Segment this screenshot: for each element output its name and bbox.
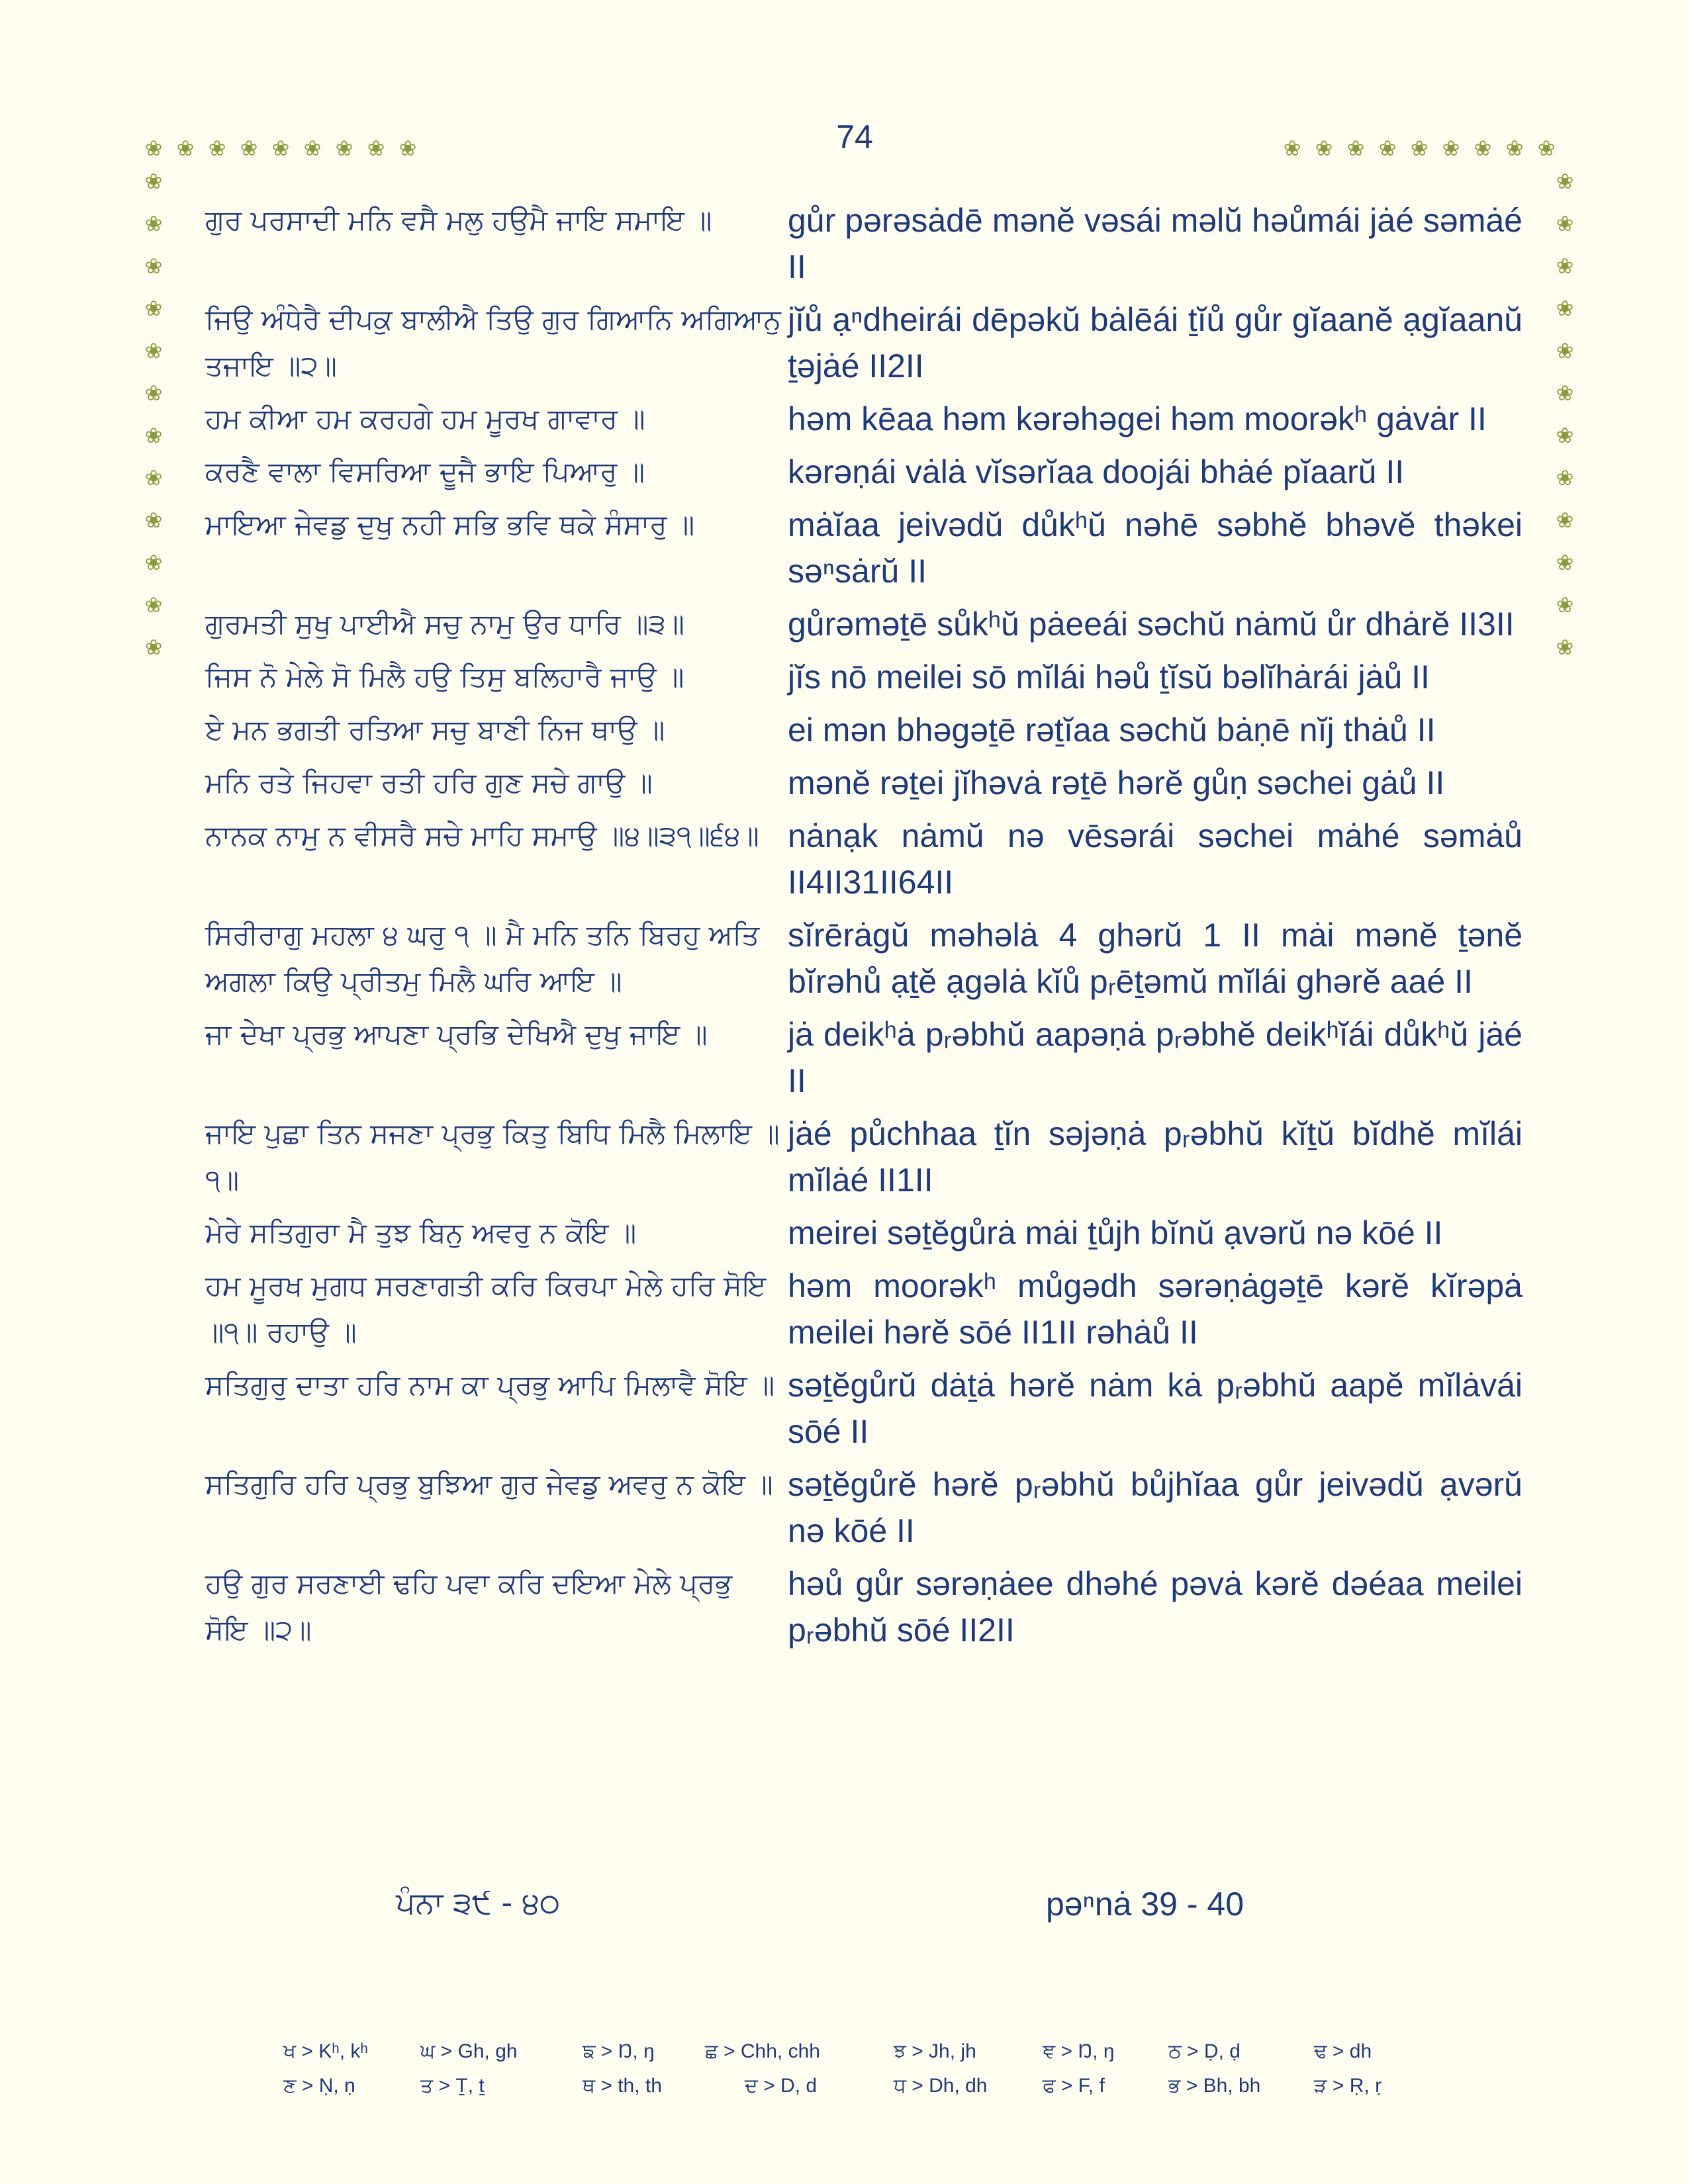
verse-row <box>205 1263 1523 1355</box>
transliteration-line: meirei səṯĕgůrȧ mȧi ṯůjh bĭnŭ ạvərŭ nə kōé II <box>788 1214 1443 1251</box>
flower-ornament-icon: ❀ <box>1537 136 1556 161</box>
flower-ornament-icon: ❀ <box>1283 136 1301 161</box>
flower-ornament-icon: ❀ <box>144 338 163 363</box>
verse-row <box>205 1561 1523 1653</box>
flower-ornament-icon: ❀ <box>1556 296 1574 321</box>
flower-ornament-icon: ❀ <box>240 136 258 161</box>
flower-ornament-icon: ❀ <box>1556 592 1574 617</box>
transliteration-line: həů gůr sərəṇȧee dhəhé pəvȧ kərĕ dəéaa meilei pᵣəbhŭ sōé II2II <box>788 1565 1523 1649</box>
key-item: ਧ > Dh, dh <box>894 2075 988 2097</box>
gurmukhi-line: ਏ ਮਨ ਭਗਤੀ ਰਤਿਆ ਸਚੁ ਬਾਣੀ ਨਿਜ ਥਾਉ ॥ <box>205 713 665 746</box>
verse-row <box>205 813 1523 905</box>
flower-ornament-icon: ❀ <box>144 465 163 490</box>
gurmukhi-line: ਸਤਿਗੁਰਿ ਹਰਿ ਪ੍ਰਭੁ ਬੁਝਿਆ ਗੁਰ ਜੇਵਡੁ ਅਵਰੁ ਨ ਕੋਇ ॥ <box>205 1468 773 1500</box>
page-reference-transliteration: pəⁿnȧ 39 - 40 <box>1046 1886 1244 1923</box>
transliteration-line: mȧĭaa jeivədŭ důkʰŭ nəhē səbhĕ bhəvĕ thəkei səⁿsȧrŭ II <box>788 506 1523 590</box>
flower-ornament-icon: ❀ <box>1378 136 1397 161</box>
key-item: ਖ > Kʰ, kʰ <box>283 2040 368 2062</box>
flower-ornament-icon: ❀ <box>1556 508 1574 533</box>
flower-ornament-icon: ❀ <box>1442 136 1460 161</box>
flower-ornament-icon: ❀ <box>144 136 163 161</box>
flower-ornament-icon: ❀ <box>144 508 163 533</box>
key-item: ਢ > dh <box>1314 2040 1372 2062</box>
gurmukhi-line: ਹਮ ਮੂਰਖ ਮੁਗਧ ਸਰਣਾਗਤੀ ਕਰਿ ਕਿਰਪਾ ਮੇਲੇ ਹਰਿ ਸੋਇ ॥੧॥ ਰਹਾਉ ॥ <box>205 1269 767 1348</box>
gurmukhi-line: ਗੁਰ ਪਰਸਾਦੀ ਮਨਿ ਵਸੈ ਮਲੁ ਹਉਮੈ ਜਾਇ ਸਮਾਇ ॥ <box>205 204 712 236</box>
transliteration-line: sĭrērȧgŭ məhəlȧ 4 ghərŭ 1 II mȧi mənĕ ṯənĕ bĭrəhů ạṯĕ ạgəlȧ kĭů pᵣēṯəmŭ mĭlái ghərĕ aaé II <box>788 917 1523 1000</box>
flower-ornament-icon: ❀ <box>144 381 163 406</box>
verse-row <box>205 912 1523 1005</box>
flower-ornament-icon: ❀ <box>144 169 163 194</box>
flower-ornament-icon: ❀ <box>144 423 163 448</box>
gurmukhi-line: ਮਨਿ ਰਤੇ ਜਿਹਵਾ ਰਤੀ ਹਰਿ ਗੁਣ ਸਚੇ ਗਾਉ ॥ <box>205 766 653 799</box>
transliteration-line: jȧ deikʰȧ pᵣəbhŭ aapəṇȧ pᵣəbhĕ deikʰĭái důkʰŭ jȧé II <box>788 1016 1523 1099</box>
verse-table <box>205 197 1523 1660</box>
flower-ornament-icon: ❀ <box>1556 338 1574 363</box>
verse-row <box>205 1111 1523 1203</box>
key-item: ਥ > th, th <box>583 2075 662 2097</box>
gurmukhi-line: ਜਿਉ ਅੰਧੇਰੈ ਦੀਪਕੁ ਬਾਲੀਐ ਤਿਉ ਗੁਰ ਗਿਆਨਿ ਅਗਿਆਨੁ ਤਜਾਇ ॥੨॥ <box>205 303 781 382</box>
verse-row <box>205 1011 1523 1104</box>
transliteration-line: ei mən bhəgəṯē rəṯĭaa səchŭ bȧṇē nĭj thȧů II <box>788 711 1436 749</box>
transliteration-line: həm moorəkʰ můgədh sərəṇȧgəṯē kərĕ kĭrəpȧ meilei hərĕ sōé II1II rəhȧů II <box>788 1267 1523 1351</box>
transliteration-line: həm kēaa həm kərəhəgei həm moorəkʰ gȧvȧr II <box>788 400 1487 437</box>
flower-ornament-icon: ❀ <box>399 136 417 161</box>
transliteration-line: jĭů ạⁿdheirái dēpəkŭ bȧlēái ṯĭů gůr gĭaanĕ ạgĭaanŭ ṯəjȧé II2II <box>788 301 1523 385</box>
key-item: ੜ > Ṛ, ṛ <box>1314 2075 1382 2097</box>
flower-ornament-icon: ❀ <box>367 136 385 161</box>
flower-ornament-icon: ❀ <box>1556 423 1574 448</box>
verse-row <box>205 1210 1523 1256</box>
verse-row <box>205 601 1523 647</box>
flower-ornament-icon: ❀ <box>1556 253 1574 279</box>
verse-row <box>205 197 1523 290</box>
transliteration-line: gůrəməṯē sůkʰŭ pȧeeái səchŭ nȧmŭ ůr dhȧrĕ II3II <box>788 606 1515 643</box>
gurmukhi-line: ਹਉ ਗੁਰ ਸਰਣਾਈ ਢਹਿ ਪਵਾ ਕਰਿ ਦਇਆ ਮੇਲੇ ਪ੍ਰਭੁ ਸੋਇ ॥੨॥ <box>205 1567 732 1646</box>
page-number: 74 <box>836 118 873 156</box>
flower-ornament-icon: ❀ <box>1556 550 1574 575</box>
verse-row <box>205 1461 1523 1554</box>
key-item: ਝ > Jh, jh <box>894 2040 976 2062</box>
flower-ornament-icon: ❀ <box>1556 169 1574 194</box>
flower-ornament-icon: ❀ <box>144 592 163 617</box>
gurmukhi-line: ਜਾਇ ਪੁਛਾ ਤਿਨ ਸਜਣਾ ਪ੍ਰਭੁ ਕਿਤੁ ਬਿਧਿ ਮਿਲੈ ਮਿਲਾਇ ॥੧॥ <box>205 1117 780 1196</box>
flower-ornament-icon: ❀ <box>271 136 290 161</box>
gurmukhi-line: ਮਾਇਆ ਜੇਵਡੁ ਦੁਖੁ ਨਹੀ ਸਭਿ ਭਵਿ ਥਕੇ ਸੰਸਾਰੁ ॥ <box>205 508 695 541</box>
flower-ornament-icon: ❀ <box>1556 211 1574 236</box>
transliteration-line: jĭs nō meilei sō mĭlái həů ṯĭsŭ bəlĭhȧrái jȧů II <box>788 659 1430 696</box>
transliteration-line: gůr pərəsȧdē mənĕ vəsái məlŭ həůmái jȧé səmȧé II <box>788 202 1523 285</box>
key-item: ਙ > Ŋ, ŋ <box>583 2040 655 2062</box>
transliteration-line: nȧnạk nȧmŭ nə vēsərái səchei mȧhé səmȧů II4II31II64II <box>788 817 1523 901</box>
transliteration-line: kərəṇái vȧlȧ vĭsərĭaa doojái bhȧé pĭaarŭ II <box>788 453 1405 490</box>
transliteration-line: mənĕ rəṯei jĭhəvȧ rəṯē hərĕ gůṇ səchei gȧů II <box>788 764 1445 801</box>
verse-row <box>205 296 1523 389</box>
gurmukhi-line: ਜਿਸ ਨੋ ਮੇਲੇ ਸੋ ਮਿਲੈ ਹਉ ਤਿਸੁ ਬਲਿਹਾਰੈ ਜਾਉ ॥ <box>205 660 684 693</box>
flower-ornament-icon: ❀ <box>1556 381 1574 406</box>
transliteration-line: səṯĕgůrŭ dȧṯȧ hərĕ nȧm kȧ pᵣəbhŭ aapĕ mĭlȧvái sōé II <box>788 1367 1523 1450</box>
flower-ornament-icon: ❀ <box>1346 136 1365 161</box>
gurmukhi-line: ਸਿਰੀਰਾਗੁ ਮਹਲਾ ੪ ਘਰੁ ੧ ॥ ਮੈ ਮਨਿ ਤਨਿ ਬਿਰਹੁ ਅਤਿ ਅਗਲਾ ਕਿਉ ਪ੍ਰੀਤਮੁ ਮਿਲੈ ਘਰਿ ਆਇ ॥ <box>205 919 760 997</box>
verse-row <box>205 396 1523 442</box>
key-item: ਭ > Bh, bh <box>1168 2075 1261 2097</box>
gurmukhi-line: ਮੇਰੇ ਸਤਿਗੁਰਾ ਮੈ ਤੁਝ ਬਿਨੁ ਅਵਰੁ ਨ ਕੋਇ ॥ <box>205 1216 637 1249</box>
verse-row <box>205 760 1523 806</box>
gurmukhi-line: ਕਰਣੈ ਵਾਲਾ ਵਿਸਰਿਆ ਦੂਜੈ ਭਾਇ ਪਿਆਰੁ ॥ <box>205 455 645 488</box>
flower-ornament-icon: ❀ <box>1505 136 1524 161</box>
flower-ornament-icon: ❀ <box>1556 635 1574 660</box>
key-item: ਤ > Ṯ, ṯ <box>420 2075 485 2097</box>
verse-row <box>205 449 1523 495</box>
flower-ornament-icon: ❀ <box>144 211 163 236</box>
key-item: ਞ > Ŋ, ŋ <box>1043 2040 1115 2062</box>
flower-ornament-icon: ❀ <box>1410 136 1429 161</box>
flower-ornament-icon: ❀ <box>208 136 226 161</box>
flower-ornament-icon: ❀ <box>144 550 163 575</box>
verse-row <box>205 707 1523 753</box>
key-item: ਦ > D, d <box>745 2075 818 2097</box>
flower-ornament-icon: ❀ <box>1315 136 1333 161</box>
key-item: ਫ > F, f <box>1043 2075 1105 2097</box>
flower-ornament-icon: ❀ <box>144 635 163 660</box>
flower-ornament-icon: ❀ <box>335 136 353 161</box>
flower-ornament-icon: ❀ <box>303 136 322 161</box>
flower-ornament-icon: ❀ <box>176 136 195 161</box>
gurmukhi-line: ਜਾ ਦੇਖਾ ਪ੍ਰਭੁ ਆਪਣਾ ਪ੍ਰਭਿ ਦੇਖਿਐ ਦੁਖੁ ਜਾਇ ॥ <box>205 1018 708 1050</box>
flower-ornament-icon: ❀ <box>1474 136 1492 161</box>
transliteration-line: jȧé půchhaa ṯĭn səjəṇȧ pᵣəbhŭ kĭṯŭ bĭdhĕ mĭlái mĭlȧé II1II <box>788 1115 1523 1199</box>
verse-row <box>205 1362 1523 1455</box>
gurmukhi-line: ਗੁਰਮਤੀ ਸੁਖੁ ਪਾਈਐ ਸਚੁ ਨਾਮੁ ਉਰ ਧਾਰਿ ॥੩॥ <box>205 608 684 640</box>
flower-ornament-icon: ❀ <box>144 253 163 279</box>
flower-ornament-icon: ❀ <box>144 296 163 321</box>
key-item: ਘ > Gh, gh <box>420 2040 518 2062</box>
gurmukhi-line: ਨਾਨਕ ਨਾਮੁ ਨ ਵੀਸਰੈ ਸਚੇ ਮਾਹਿ ਸਮਾਉ ॥੪॥੩੧॥੬੪॥ <box>205 819 759 852</box>
page-reference-gurmukhi: ਪੰਨਾ ੩੯ - ੪੦ <box>396 1885 561 1921</box>
key-item: ਛ > Chh, chh <box>705 2040 820 2062</box>
gurmukhi-line: ਸਤਿਗੁਰੁ ਦਾਤਾ ਹਰਿ ਨਾਮ ਕਾ ਪ੍ਰਭੁ ਆਪਿ ਮਿਲਾਵੈ ਸੋਇ ॥ <box>205 1369 775 1401</box>
key-item: ਠ > Ḍ, ḍ <box>1168 2040 1241 2062</box>
gurmukhi-line: ਹਮ ਕੀਆ ਹਮ ਕਰਹਗੇ ਹਮ ਮੂਰਖ ਗਾਵਾਰ ॥ <box>205 402 645 435</box>
key-item: ਣ > Ṇ, ṇ <box>283 2075 355 2097</box>
flower-ornament-icon: ❀ <box>1556 465 1574 490</box>
transliteration-line: səṯĕgůrĕ hərĕ pᵣəbhŭ bůjhĭaa gůr jeivədŭ ạvərŭ nə kōé II <box>788 1466 1523 1549</box>
verse-row <box>205 502 1523 594</box>
verse-row <box>205 654 1523 700</box>
